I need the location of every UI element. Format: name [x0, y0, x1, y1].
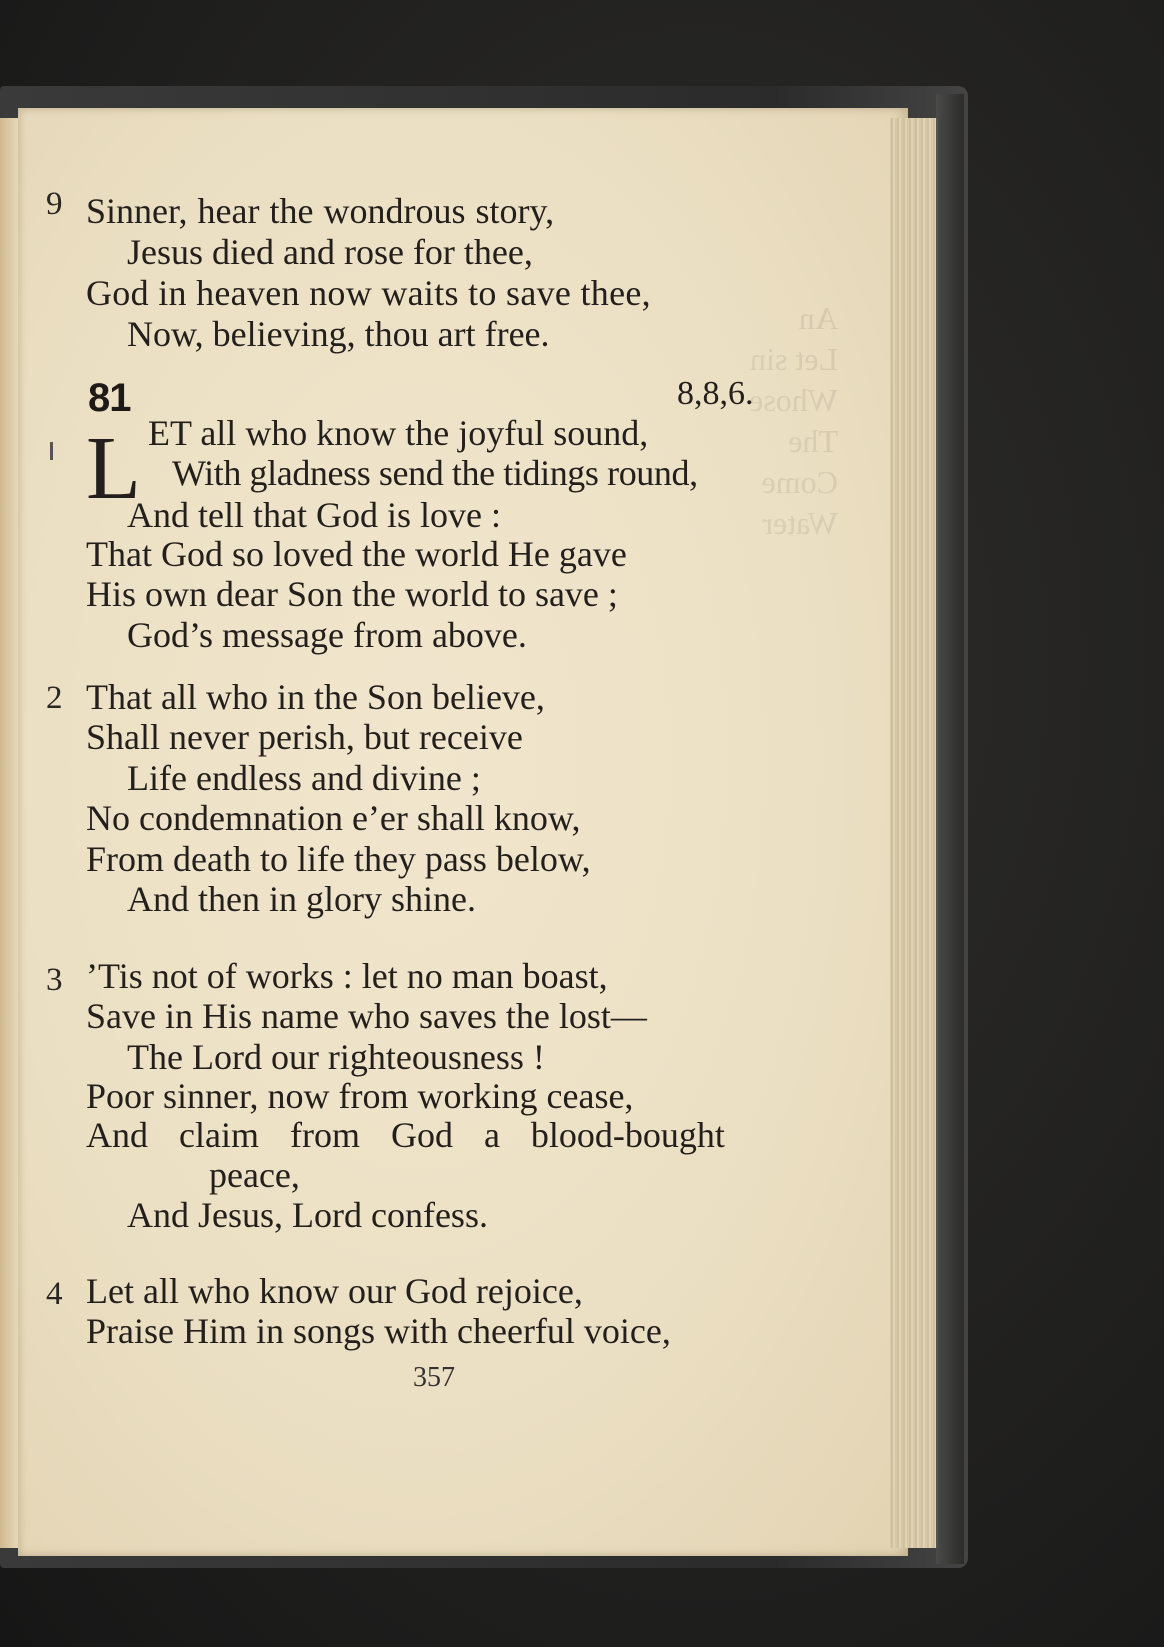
verse-line: Let all who know our God rejoice, [86, 1271, 583, 1311]
facing-page-edge [0, 118, 20, 1548]
verse-line: From death to life they pass below, [86, 839, 591, 879]
verse-line: God’s message from above. [127, 615, 527, 655]
verse-line: Praise Him in songs with cheerful voice, [86, 1311, 671, 1351]
verse-line: Now, believing, thou art free. [127, 314, 550, 354]
verse-line: Save in His name who saves the lost— [86, 996, 647, 1036]
verse-line: The Lord our righteousness ! [127, 1037, 545, 1077]
verse-line: Shall never perish, but receive [86, 717, 523, 757]
page-number: 357 [413, 1362, 455, 1393]
verse-number: 3 [46, 962, 63, 998]
verse-line: And tell that God is love : [127, 495, 501, 535]
verse-line: With gladness send the tidings round, [172, 453, 698, 493]
verse-line: Life endless and divine ; [127, 758, 481, 798]
verse-line: That all who in the Son believe, [86, 677, 545, 717]
verse-line: And Jesus, Lord confess. [127, 1195, 488, 1235]
verse-line: No condemnation e’er shall know, [86, 798, 581, 838]
show-through-text: An Let sin Whose The Come Water [749, 300, 838, 541]
verse-number: 4 [46, 1276, 63, 1312]
verse-line: And claim from God a blood-bought [86, 1115, 725, 1155]
verse-line: God in heaven now waits to save thee, [86, 273, 651, 313]
drop-cap: L [86, 419, 141, 518]
hymn-meter: 8,8,6. [677, 375, 754, 412]
verse-line: That God so loved the world He gave [86, 534, 627, 574]
margin-mark [50, 442, 53, 460]
verse-line: His own dear Son the world to save ; [86, 574, 618, 614]
verse-line: peace, [209, 1155, 300, 1195]
verse-line: ’Tis not of works : let no man boast, [86, 956, 608, 996]
verse-line: And then in glory shine. [127, 879, 476, 919]
verse-line: Poor sinner, now from working cease, [86, 1076, 634, 1116]
verse-number: 2 [46, 680, 63, 716]
verse-line: Sinner, hear the wondrous story, [86, 191, 555, 231]
book-spine [936, 94, 964, 1564]
hymn-number: 81 [88, 376, 131, 420]
verse-line: ET all who know the joyful sound, [148, 413, 649, 453]
verse-number: 9 [46, 186, 63, 222]
verse-line: Jesus died and rose for thee, [127, 232, 533, 272]
page-edges [890, 118, 938, 1548]
